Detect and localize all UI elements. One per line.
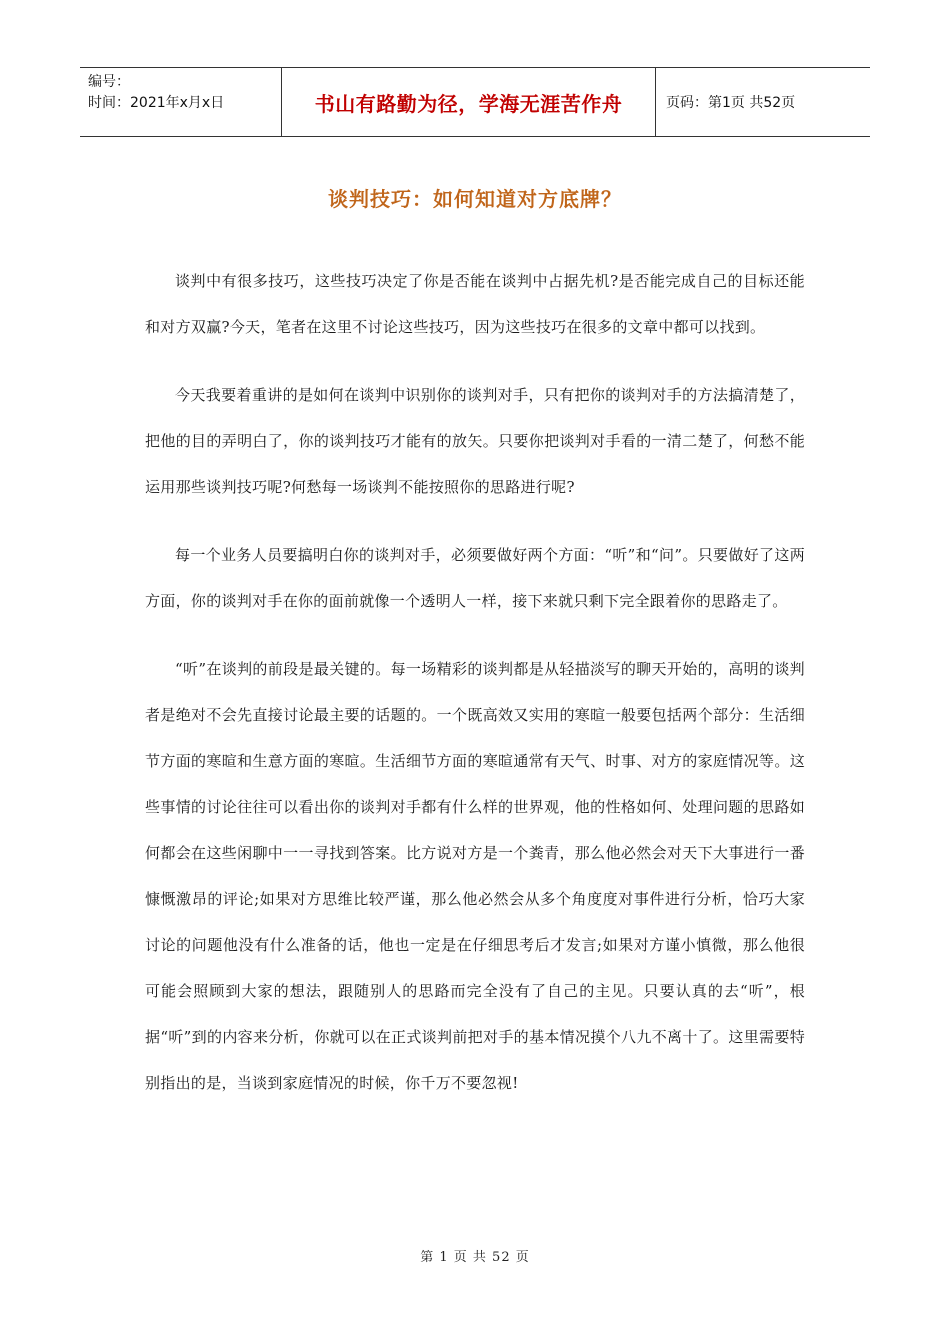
number-label: 编号：: [88, 74, 130, 90]
document-header: [80, 67, 870, 137]
header-meta: [80, 68, 281, 136]
header-motto: 书山有路勤为径，学海无涯苦作舟: [281, 68, 656, 136]
paragraph: “听”在谈判的前段是最关键的。每一场精彩的谈判都是从轻描淡写的聊天开始的，高明的谈判者是绝对不会先直接讨论最主要的话题的。一个既高效又实用的寒暄一般要包括两个部分：生活细节方面的寒暄和生意方面的寒暄。生活细节方面的寒暄通常有天气、时事、对方的家庭情况等。这些事情的讨论往往可以看出你的谈判对手都有什么样的世界观，他的性格如何、处理问题的思路如何都会在这些闲聊中一一寻找到答案。比方说对方是一个粪青，那么他必然会对天下大事进行一番慷慨激昂的评论;如果对方思维比较严谨，那么他必然会从多个角度度对事件进行分析，恰巧大家讨论的问题他没有什么准备的话，他也一定是在仔细思考后才发言;如果对方谨小慎微，那么他很可能会照顾到大家的想法，跟随别人的思路而完全没有了自己的主见。只要认真的去“听”，根据“听”到的内容来分析，你就可以在正式谈判前把对手的基本情况摸个八九不离十了。这里需要特别指出的是，当谈到家庭情况的时候，你千万不要忽视!: [145, 660, 805, 1092]
paragraph: 每一个业务人员要搞明白你的谈判对手，必须要做好两个方面：“听”和“问”。只要做好了这两方面，你的谈判对手在你的面前就像一个透明人一样，接下来就只剩下完全跟着你的思路走了。: [145, 546, 805, 610]
page-footer: 第 1 页 共 52 页: [420, 1250, 530, 1265]
header-page-info: 页码：第1页 共52页: [666, 95, 796, 111]
document-body: [145, 258, 805, 1128]
time-label: 时间：2021年x月x日: [88, 95, 225, 111]
paragraph: 谈判中有很多技巧，这些技巧决定了你是否能在谈判中占据先机?是否能完成自己的目标还能和对方双赢?今天，笔者在这里不讨论这些技巧，因为这些技巧在很多的文章中都可以找到。: [145, 272, 805, 336]
paragraph: 今天我要着重讲的是如何在谈判中识别你的谈判对手，只有把你的谈判对手的方法搞清楚了，把他的目的弄明白了，你的谈判技巧才能有的放矢。只要你把谈判对手看的一清二楚了，何愁不能运用那些谈判技巧呢?何愁每一场谈判不能按照你的思路进行呢?: [145, 386, 805, 496]
document-title: 谈判技巧：如何知道对方底牌？: [328, 187, 622, 211]
